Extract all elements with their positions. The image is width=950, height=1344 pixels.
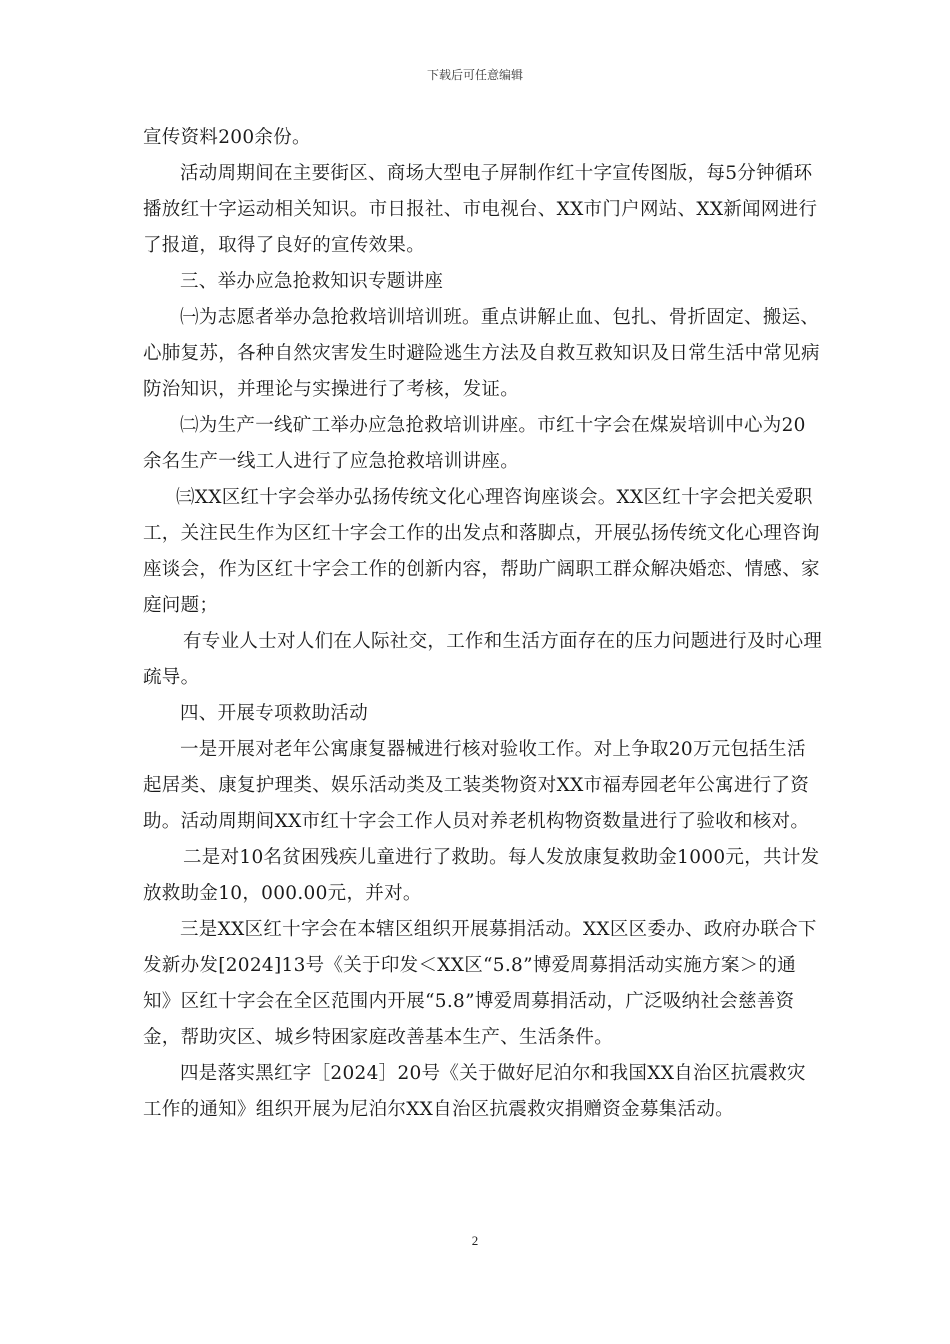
document-body	[143, 120, 823, 1128]
page-number: 2	[471, 1233, 479, 1248]
paragraph-item-2: ㈡为生产一线矿工举办应急抢救培训讲座。市红十字会在煤炭培训中心为20余名生产一线工人进行了应急抢救培训讲座。	[143, 415, 806, 472]
section-heading-3: 三、举办应急抢救知识专题讲座	[180, 271, 444, 292]
paragraph-item-1: ㈠为志愿者举办急抢救培训培训班。重点讲解止血、包扎、骨折固定、搬运、心肺复苏，各种自然灾害发生时避险逃生方法及自救互救知识及日常生活中常见病防治知识，并理论与实操进行了考核，发证。	[143, 307, 820, 400]
page-header-note: 下载后可任意编辑	[426, 68, 523, 82]
paragraph-aid-2: 二是对10名贫困残疾儿童进行了救助。每人发放康复救助金1000元，共计发放救助金10，000.00元，并对。	[143, 847, 820, 904]
paragraph-publicity: 活动周期间在主要街区、商场大型电子屏制作红十字宣传图版，每5分钟循环播放红十字运动相关知识。市日报社、市电视台、XX市门户网站、XX新闻网进行了报道，取得了良好的宣传效果。	[143, 163, 818, 256]
paragraph-counseling: 有专业人士对人们在人际社交，工作和生活方面存在的压力问题进行及时心理疏导。	[143, 631, 823, 688]
paragraph-aid-3: 三是XX区红十字会在本辖区组织开展募捐活动。XX区区委办、政府办联合下发新办发[2024]13号《关于印发＜XX区“5.8”博爱周募捐活动实施方案＞的通知》区红十字会在全区范围内开展“5.8”博爱周募捐活动，广泛吸纳社会慈善资金，帮助灾区、城乡特困家庭改善基本生产、生活条件。	[143, 919, 817, 1048]
section-heading-4: 四、开展专项救助活动	[180, 703, 369, 724]
paragraph-continuation: 宣传资料200余份。	[143, 127, 311, 148]
paragraph-item-3: ㈢XX区红十字会举办弘扬传统文化心理咨询座谈会。XX区红十字会把关爱职工，关注民生作为区红十字会工作的出发点和落脚点，开展弘扬传统文化心理咨询座谈会，作为区红十字会工作的创新内容，帮助广阔职工群众解决婚恋、情感、家庭问题；	[143, 487, 820, 616]
paragraph-aid-4: 四是落实黑红字［2024］20号《关于做好尼泊尔和我国XX自治区抗震救灾工作的通知》组织开展为尼泊尔XX自治区抗震救灾捐赠资金募集活动。	[143, 1063, 806, 1120]
paragraph-aid-1: 一是开展对老年公寓康复器械进行核对验收工作。对上争取20万元包括生活起居类、康复护理类、娱乐活动类及工装类物资对XX市福寿园老年公寓进行了资助。活动周期间XX市红十字会工作人员对养老机构物资数量进行了验收和核对。	[143, 739, 810, 832]
